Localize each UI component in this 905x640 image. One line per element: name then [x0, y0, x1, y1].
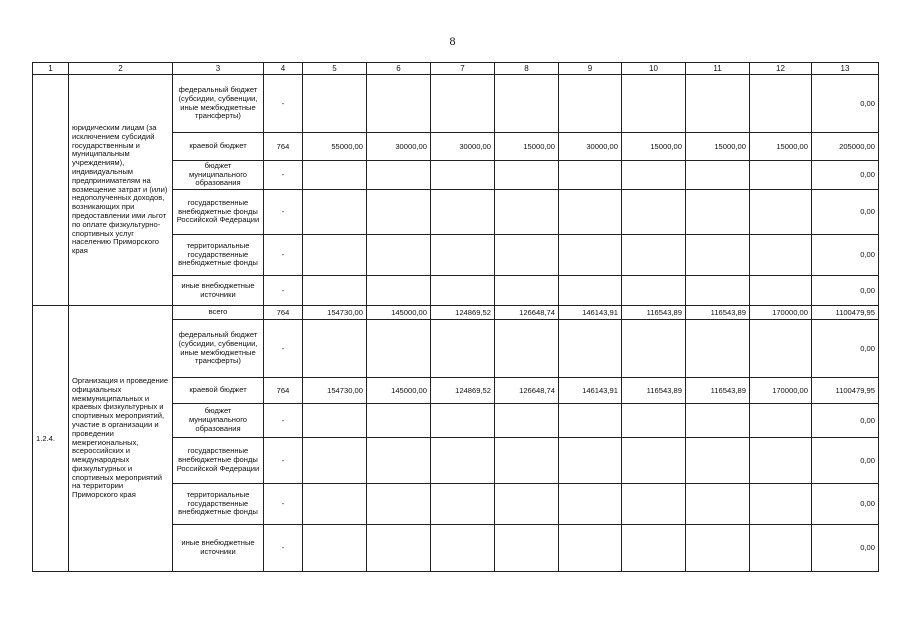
grbs-code: - — [264, 75, 303, 133]
table-row — [33, 306, 879, 320]
year-value — [686, 190, 750, 235]
year-value — [622, 484, 686, 525]
year-value — [559, 525, 622, 572]
year-value — [495, 484, 559, 525]
column-header: 3 — [173, 63, 264, 75]
year-value — [686, 320, 750, 378]
year-value — [367, 525, 431, 572]
year-value: 116543,89 — [622, 306, 686, 320]
year-value: 15000,00 — [686, 133, 750, 161]
year-value — [367, 235, 431, 276]
year-value — [750, 525, 812, 572]
year-value — [750, 438, 812, 484]
grbs-code: - — [264, 276, 303, 306]
year-value — [559, 161, 622, 190]
funding-source: бюджет муниципального образования — [173, 161, 264, 190]
year-value — [431, 404, 495, 438]
year-value — [686, 438, 750, 484]
year-value — [303, 320, 367, 378]
year-value — [750, 75, 812, 133]
total-value: 0,00 — [812, 525, 879, 572]
column-header: 2 — [69, 63, 173, 75]
year-value: 170000,00 — [750, 378, 812, 404]
total-value: 0,00 — [812, 75, 879, 133]
year-value — [686, 276, 750, 306]
year-value: 15000,00 — [495, 133, 559, 161]
year-value: 116543,89 — [622, 378, 686, 404]
year-value — [622, 276, 686, 306]
year-value — [686, 235, 750, 276]
year-value — [750, 276, 812, 306]
grbs-code: - — [264, 404, 303, 438]
funding-source: краевой бюджет — [173, 133, 264, 161]
funding-source: государственные внебюджетные фонды Российской Федерации — [173, 190, 264, 235]
year-value — [622, 525, 686, 572]
year-value — [750, 161, 812, 190]
year-value — [431, 190, 495, 235]
section-description: Организация и проведение официальных межмуниципальных и краевых физкультурных и спортивных мероприятий, участие в организации и проведении межрегиональных, всероссийских и международных физкультурных и спортивных мероприятий на территории Приморского края — [69, 306, 173, 572]
total-value: 205000,00 — [812, 133, 879, 161]
year-value — [431, 276, 495, 306]
year-value — [686, 525, 750, 572]
year-value — [367, 190, 431, 235]
column-header: 9 — [559, 63, 622, 75]
year-value — [303, 404, 367, 438]
page-number: 8 — [449, 34, 456, 48]
funding-source: иные внебюджетные источники — [173, 525, 264, 572]
grbs-code: 764 — [264, 306, 303, 320]
funding-source: всего — [173, 306, 264, 320]
funding-source: бюджет муниципального образования — [173, 404, 264, 438]
year-value — [686, 484, 750, 525]
year-value: 145000,00 — [367, 306, 431, 320]
year-value — [495, 438, 559, 484]
year-value — [622, 404, 686, 438]
section-code — [33, 75, 69, 306]
year-value — [686, 75, 750, 133]
year-value: 124869,52 — [431, 306, 495, 320]
year-value — [431, 75, 495, 133]
year-value — [367, 404, 431, 438]
year-value — [367, 484, 431, 525]
column-header: 7 — [431, 63, 495, 75]
year-value — [559, 438, 622, 484]
year-value — [495, 525, 559, 572]
grbs-code: 764 — [264, 133, 303, 161]
year-value — [686, 161, 750, 190]
year-value: 146143,91 — [559, 306, 622, 320]
year-value — [303, 484, 367, 525]
grbs-code: - — [264, 320, 303, 378]
year-value — [559, 484, 622, 525]
total-value: 1100479,95 — [812, 378, 879, 404]
year-value: 126648,74 — [495, 378, 559, 404]
year-value — [622, 161, 686, 190]
year-value — [495, 276, 559, 306]
year-value: 116543,89 — [686, 378, 750, 404]
column-header: 8 — [495, 63, 559, 75]
total-value: 0,00 — [812, 235, 879, 276]
year-value — [622, 235, 686, 276]
year-value: 154730,00 — [303, 378, 367, 404]
year-value — [622, 75, 686, 133]
funding-source: федеральный бюджет (субсидии, субвенции, иные межбюджетные трансферты) — [173, 320, 264, 378]
year-value — [495, 75, 559, 133]
year-value — [367, 161, 431, 190]
year-value — [367, 438, 431, 484]
year-value — [367, 75, 431, 133]
year-value — [495, 320, 559, 378]
year-value — [367, 320, 431, 378]
grbs-code: - — [264, 525, 303, 572]
column-header: 11 — [686, 63, 750, 75]
year-value — [495, 235, 559, 276]
column-header: 13 — [812, 63, 879, 75]
grbs-code: - — [264, 161, 303, 190]
total-value: 0,00 — [812, 320, 879, 378]
column-header: 1 — [33, 63, 69, 75]
year-value — [303, 525, 367, 572]
column-header: 12 — [750, 63, 812, 75]
grbs-code: - — [264, 484, 303, 525]
column-header: 10 — [622, 63, 686, 75]
year-value — [303, 190, 367, 235]
year-value: 30000,00 — [559, 133, 622, 161]
year-value — [750, 235, 812, 276]
year-value — [431, 525, 495, 572]
year-value: 154730,00 — [303, 306, 367, 320]
total-value: 0,00 — [812, 190, 879, 235]
year-value — [303, 161, 367, 190]
year-value — [367, 276, 431, 306]
grbs-code: - — [264, 235, 303, 276]
year-value — [431, 161, 495, 190]
year-value — [303, 235, 367, 276]
year-value: 126648,74 — [495, 306, 559, 320]
year-value — [559, 404, 622, 438]
total-value: 0,00 — [812, 404, 879, 438]
year-value — [303, 438, 367, 484]
funding-source: территориальные государственные внебюджетные фонды — [173, 235, 264, 276]
funding-source: федеральный бюджет (субсидии, субвенции, иные межбюджетные трансферты) — [173, 75, 264, 133]
year-value — [303, 276, 367, 306]
year-value — [495, 190, 559, 235]
year-value — [495, 404, 559, 438]
total-value: 0,00 — [812, 438, 879, 484]
year-value: 30000,00 — [431, 133, 495, 161]
year-value — [431, 235, 495, 276]
column-header: 5 — [303, 63, 367, 75]
funding-source: краевой бюджет — [173, 378, 264, 404]
year-value — [559, 190, 622, 235]
year-value: 15000,00 — [622, 133, 686, 161]
year-value — [559, 235, 622, 276]
year-value — [750, 404, 812, 438]
section-code: 1.2.4. — [33, 306, 69, 572]
funding-source: иные внебюджетные источники — [173, 276, 264, 306]
column-header: 6 — [367, 63, 431, 75]
total-value: 0,00 — [812, 484, 879, 525]
year-value — [750, 190, 812, 235]
year-value: 145000,00 — [367, 378, 431, 404]
total-value: 0,00 — [812, 161, 879, 190]
year-value: 55000,00 — [303, 133, 367, 161]
year-value — [559, 320, 622, 378]
year-value — [750, 320, 812, 378]
grbs-code: - — [264, 190, 303, 235]
year-value: 30000,00 — [367, 133, 431, 161]
year-value — [559, 276, 622, 306]
year-value — [431, 438, 495, 484]
year-value: 116543,89 — [686, 306, 750, 320]
table-row — [33, 75, 879, 133]
total-value: 0,00 — [812, 276, 879, 306]
year-value — [495, 161, 559, 190]
year-value — [750, 484, 812, 525]
year-value — [303, 75, 367, 133]
year-value: 15000,00 — [750, 133, 812, 161]
year-value — [431, 484, 495, 525]
year-value — [622, 438, 686, 484]
year-value: 170000,00 — [750, 306, 812, 320]
year-value: 146143,91 — [559, 378, 622, 404]
column-header: 4 — [264, 63, 303, 75]
grbs-code: 764 — [264, 378, 303, 404]
funding-source: государственные внебюджетные фонды Российской Федерации — [173, 438, 264, 484]
section-description: юридическим лицам (за исключением субсидий государственным и муниципальным учреждениям), индивидуальным предпринимателям на возмещение затрат и (или) недополученных доходов, возникающих при предоставлении ими льгот по оплате физкультурно-спортивных услуг населению Приморского края — [69, 75, 173, 306]
year-value — [559, 75, 622, 133]
year-value — [686, 404, 750, 438]
year-value — [431, 320, 495, 378]
total-value: 1100479,95 — [812, 306, 879, 320]
grbs-code: - — [264, 438, 303, 484]
header-row — [33, 63, 879, 75]
funding-source: территориальные государственные внебюджетные фонды — [173, 484, 264, 525]
year-value — [622, 190, 686, 235]
year-value: 124869,52 — [431, 378, 495, 404]
budget-table — [32, 62, 879, 572]
year-value — [622, 320, 686, 378]
